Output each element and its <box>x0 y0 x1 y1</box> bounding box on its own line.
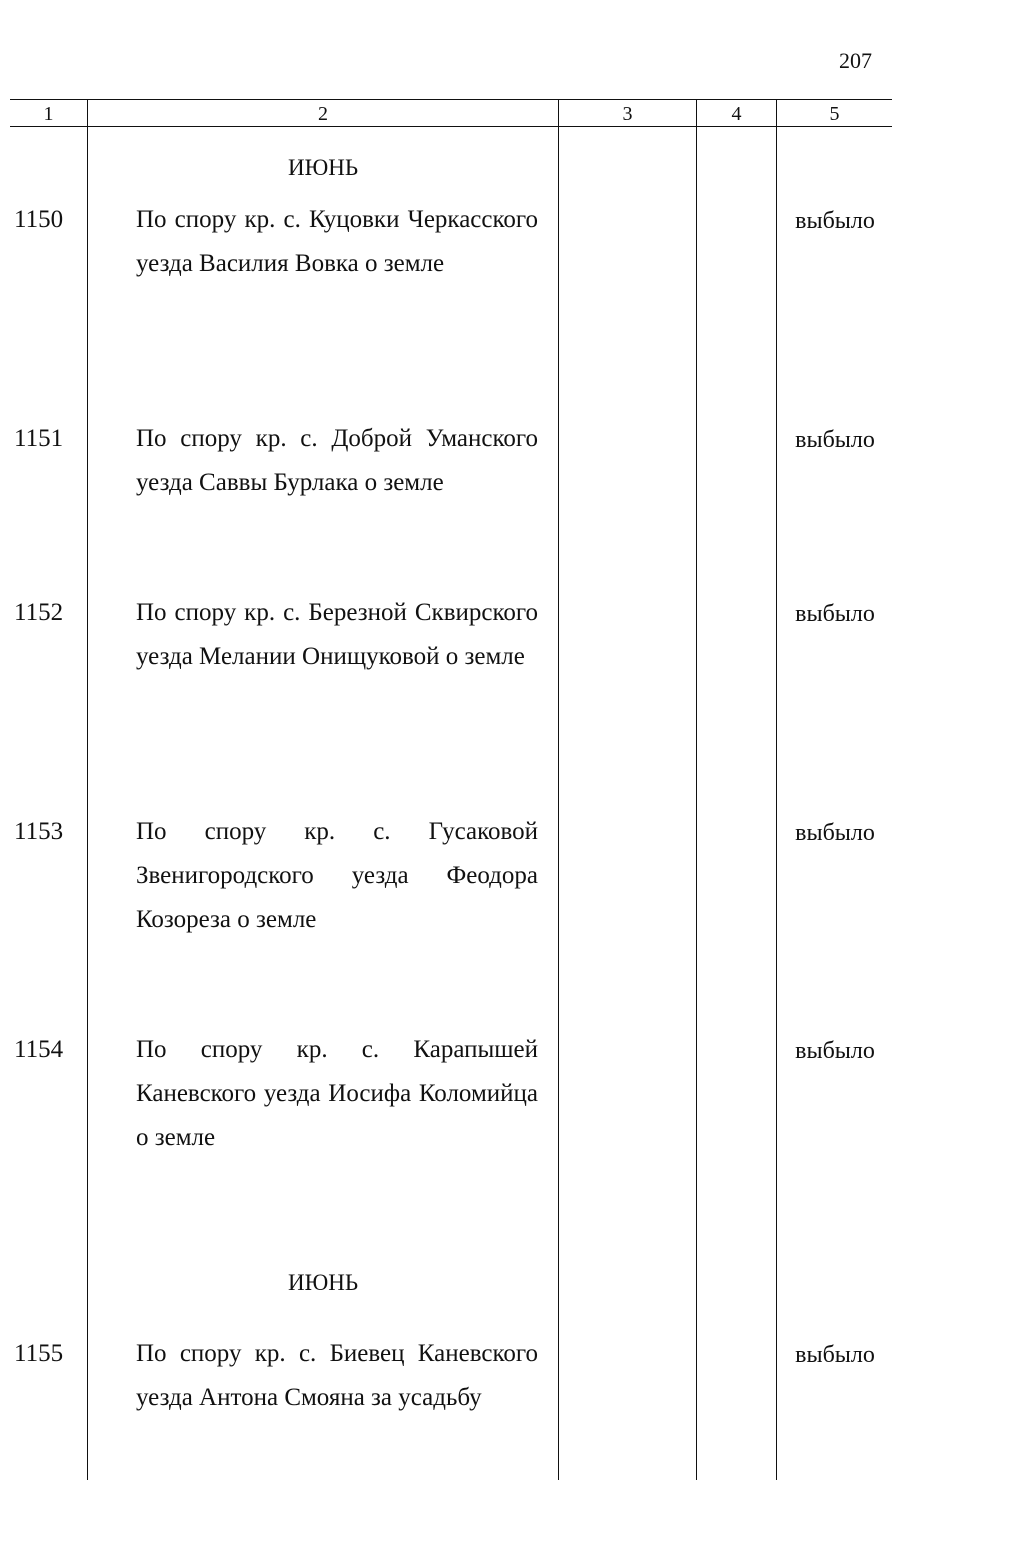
entry-status: выбыло <box>795 1342 875 1368</box>
column-header-3: 3 <box>622 103 633 125</box>
month-heading: ИЮНЬ <box>287 155 359 180</box>
entry-status: выбыло <box>795 601 875 627</box>
entry-number: 1154 <box>14 1036 64 1063</box>
entry-number: 1152 <box>14 599 64 626</box>
table-top-rule <box>10 99 892 100</box>
column-header-5: 5 <box>829 103 840 125</box>
month-heading: ИЮНЬ <box>287 1270 359 1295</box>
entry-number: 1153 <box>14 818 64 845</box>
entry-number: 1155 <box>14 1340 64 1367</box>
page-number: 207 <box>839 48 872 73</box>
column-divider-3 <box>696 100 697 1480</box>
column-divider-4 <box>776 100 777 1480</box>
entry-status: выбыло <box>795 208 875 234</box>
entry-text: По спору кр. с. Куцовки Черкасского уезда Василия Вовка о земле <box>136 206 538 277</box>
column-header-1: 1 <box>43 103 54 125</box>
entry-text: По спору кр. с. Биевец Каневского уезда Антона Смояна за усадьбу <box>136 1340 538 1411</box>
header-bottom-rule <box>10 126 892 127</box>
entry-text: По спору кр. с. Березной Сквирского уезда Мелании Онищуковой о земле <box>136 599 538 670</box>
entry-status: выбыло <box>795 1038 875 1064</box>
entry-number: 1151 <box>14 425 64 452</box>
entry-text: По спору кр. с. Гусаковой Звенигородского уезда Феодора Козореза о земле <box>136 818 538 933</box>
entry-status: выбыло <box>795 820 875 846</box>
column-divider-2 <box>558 100 559 1480</box>
column-header-2: 2 <box>318 103 328 125</box>
entry-status: выбыло <box>795 427 875 453</box>
entry-text: По спору кр. с. Доброй Уманского уезда Саввы Бурлака о земле <box>136 425 538 496</box>
entry-number: 1150 <box>14 206 64 233</box>
entry-text: По спору кр. с. Карапышей Каневского уезда Иосифа Коломийца о земле <box>136 1036 538 1151</box>
column-header-4: 4 <box>731 103 742 125</box>
